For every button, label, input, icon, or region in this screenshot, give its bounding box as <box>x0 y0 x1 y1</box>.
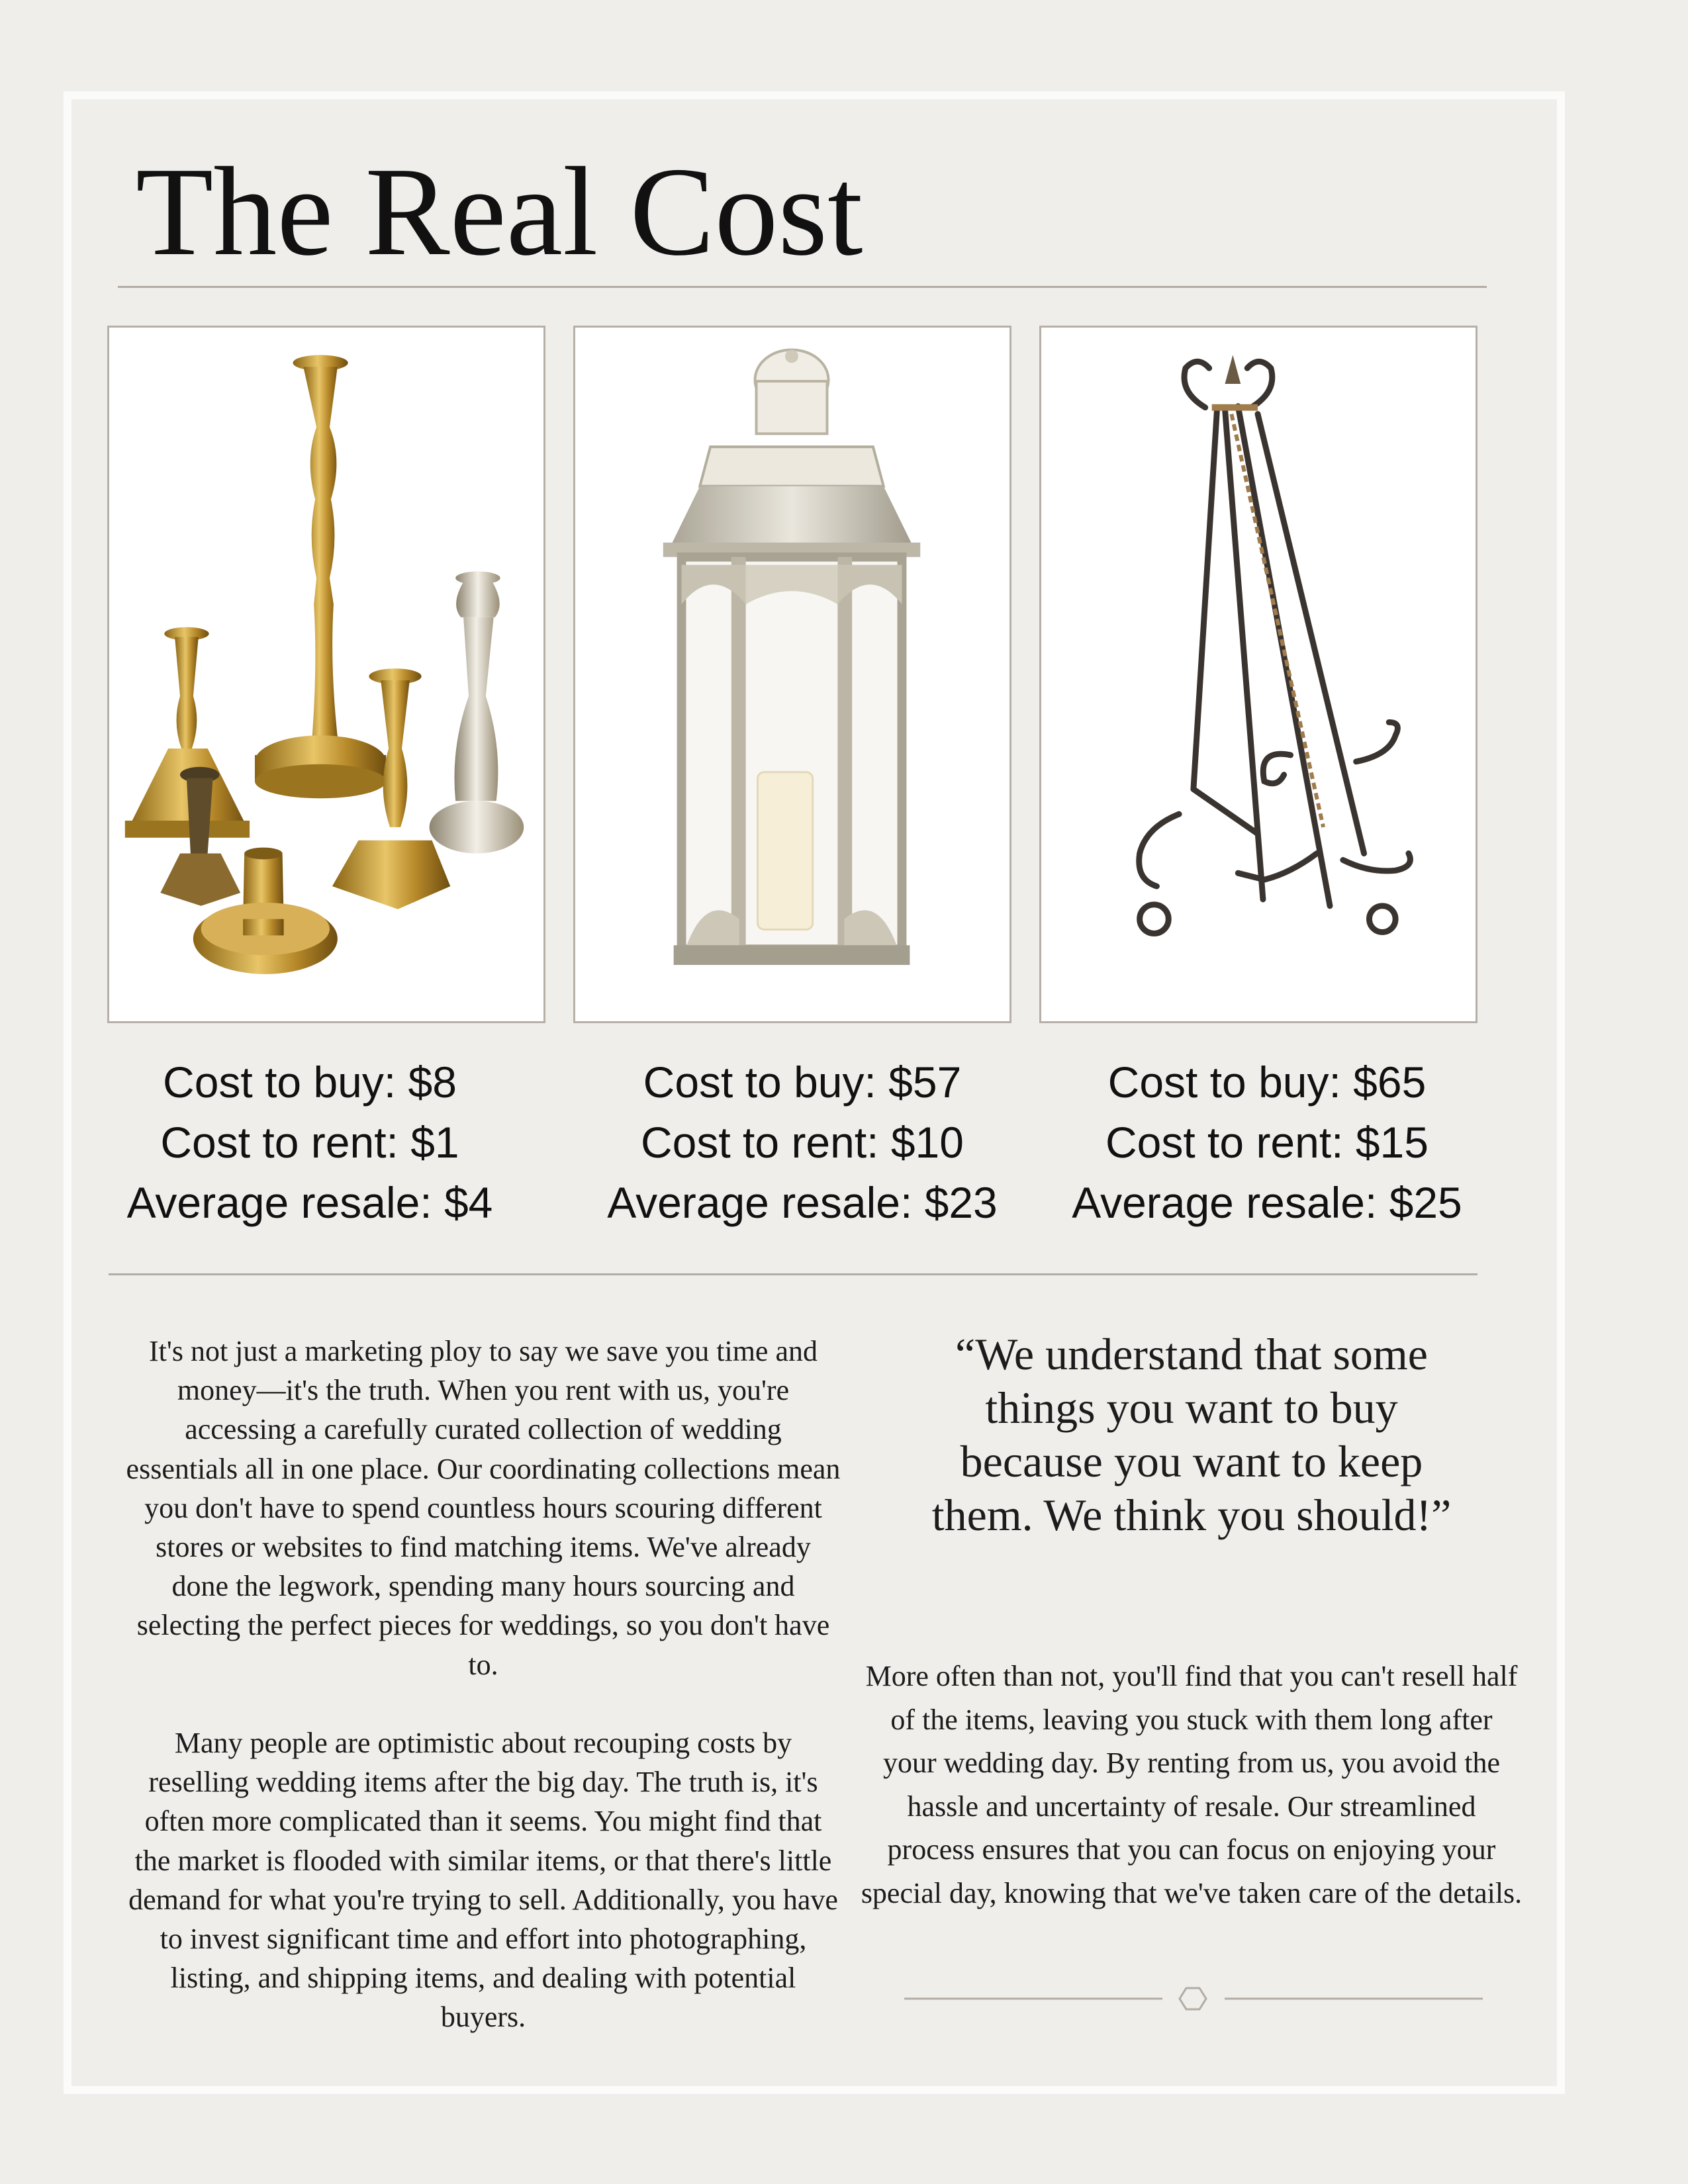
section-divider <box>109 1273 1477 1275</box>
paragraph-resale-reality: Many people are optimistic about recouping costs by reselling wedding items after the big day. The truth is, it's often more complicated than it seems. You might find that the market is flooded with similar items, or that there's little demand for what you're trying to sell. Additionally, you have to invest significant time and effort into photographing, listing, and shipping items, and dealing with potential buyers. <box>128 1727 838 2034</box>
hexagon-icon <box>1180 1988 1206 2009</box>
white-lantern-image <box>573 326 1011 1023</box>
page-title: The Real Cost <box>136 141 863 282</box>
price-block-easel <box>1022 1052 1512 1233</box>
iron-easel-image <box>1039 326 1477 1023</box>
paragraph-renting-benefit: More often than not, you'll find that you can't resell half of the items, leaving you stuck with them long after your wedding day. By renting from us, you avoid the hassle and uncertainty of resale. Our streamlined process ensures that you can focus on enjoying your special day, knowing that we've taken care of the details. <box>861 1660 1523 1909</box>
candlesticks-illustration <box>109 328 543 1021</box>
average-resale: Average resale: $23 <box>607 1178 998 1227</box>
cost-to-buy: Cost to buy: $65 <box>1107 1058 1427 1107</box>
price-block-candlesticks <box>65 1052 555 1233</box>
easel-illustration <box>1041 328 1476 1021</box>
average-resale: Average resale: $25 <box>1072 1178 1462 1227</box>
paragraph-time-money: It's not just a marketing ploy to say we save you time and money—it's the truth. When you rent with us, you're accessing a carefully curated collection of wedding essentials all in one place. Our coordinating collections mean you don't have to spend countless hours scouring different stores or websites to find matching items. We've already done the legwork, spending many hours sourcing and selecting the perfect pieces for weddings, so you don't have to. <box>126 1335 841 1681</box>
pull-quote: “We understand that some things you want to buy because you want to keep them. We think you should!” <box>931 1329 1452 1540</box>
cost-to-rent: Cost to rent: $15 <box>1105 1118 1429 1167</box>
lantern-illustration <box>575 328 1009 1021</box>
title-divider <box>118 286 1487 288</box>
cost-to-buy: Cost to buy: $8 <box>163 1058 457 1107</box>
brass-candlesticks-image <box>107 326 545 1023</box>
cost-to-buy: Cost to buy: $57 <box>643 1058 962 1107</box>
price-block-lantern <box>557 1052 1047 1233</box>
hexagon-divider-ornament <box>904 1983 1483 2015</box>
cost-to-rent: Cost to rent: $10 <box>641 1118 964 1167</box>
cost-to-rent: Cost to rent: $1 <box>160 1118 459 1167</box>
average-resale: Average resale: $4 <box>126 1178 493 1227</box>
